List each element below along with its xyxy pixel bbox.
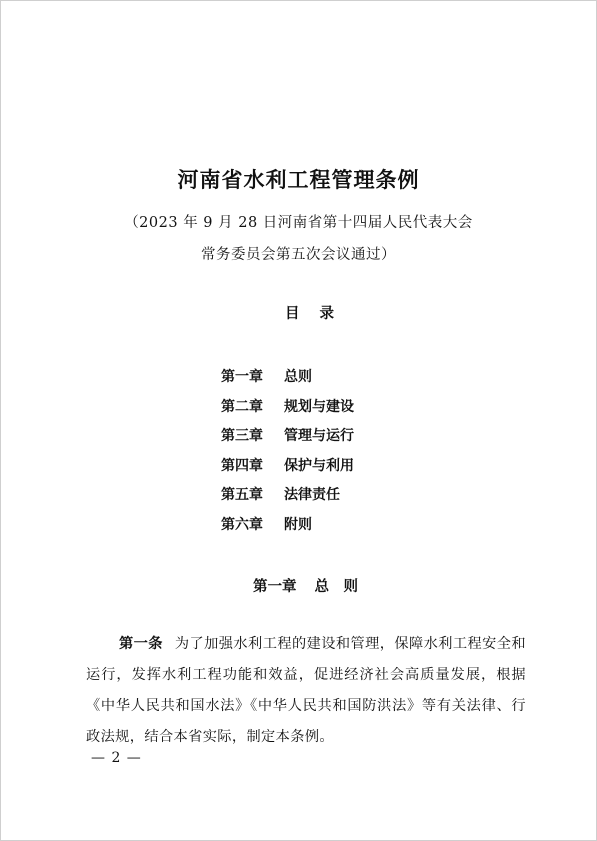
toc-chapter-number: 第四章 [221, 457, 263, 474]
article-label: 第一条 [119, 636, 163, 652]
toc-chapter-number: 第六章 [221, 516, 263, 533]
toc-chapter-number: 第二章 [221, 398, 263, 415]
toc-item [221, 455, 354, 485]
article-text: 为了加强水利工程的建设和管理，保障水利工程安全和运行，发挥水利工程功能和效益，促进经济社会高质量发展，根据《中华人民共和国水法》《中华人民共和国防洪法》等有关法律、行政法规，结合本省实际，制定本条例。 [86, 636, 527, 745]
adoption-note-line2: 常务委员会第五次会议通过） [201, 247, 396, 263]
chapter-heading-name: 总 则 [314, 579, 358, 595]
toc-item [221, 425, 354, 455]
toc-chapter-name: 保护与利用 [284, 457, 354, 474]
chapter-heading-number: 第一章 [253, 579, 297, 595]
toc-chapter-name: 附则 [284, 516, 312, 533]
toc-item [221, 484, 354, 514]
toc-item [221, 396, 354, 426]
toc-chapter-name: 法律责任 [284, 487, 340, 503]
toc-item [221, 366, 354, 396]
toc-heading-char2: 录 [319, 306, 334, 322]
toc-heading-char1: 目 [285, 306, 300, 322]
toc-chapter-number: 第一章 [221, 369, 263, 385]
table-of-contents [221, 366, 354, 543]
page-number: — 2 — [91, 750, 142, 766]
toc-chapter-name: 总则 [284, 369, 312, 385]
toc-chapter-number: 第三章 [221, 428, 263, 444]
toc-heading [285, 302, 334, 323]
article-1 [86, 629, 526, 753]
document-title: 河南省水利工程管理条例 [177, 167, 420, 192]
toc-item [221, 514, 354, 544]
adoption-note-line1: （2023 年 9 月 28 日河南省第十四届人民代表大会 [124, 215, 473, 231]
toc-chapter-name: 管理与运行 [284, 428, 354, 444]
toc-chapter-number: 第五章 [221, 487, 263, 503]
toc-chapter-name: 规划与建设 [284, 398, 354, 415]
chapter-heading [253, 575, 358, 596]
